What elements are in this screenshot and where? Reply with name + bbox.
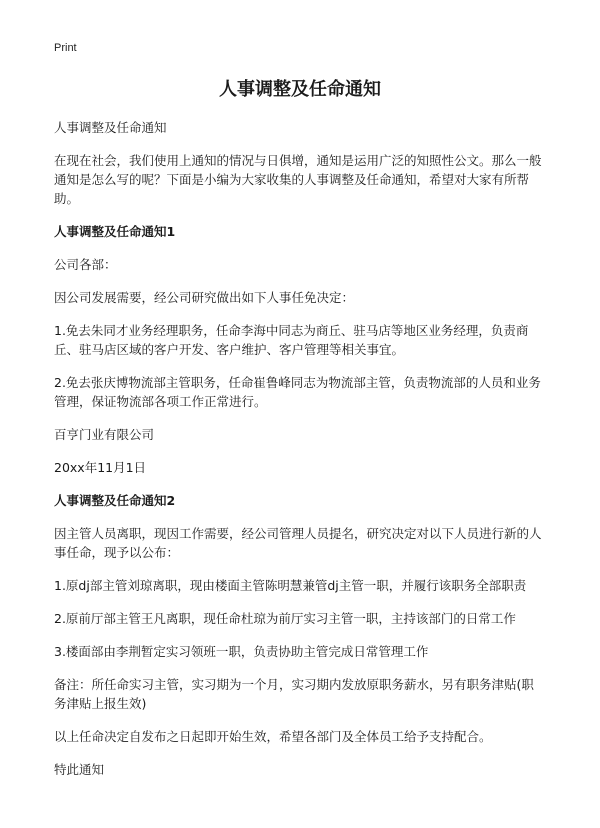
document-subtitle: 人事调整及任命通知 <box>54 120 167 135</box>
section-1-heading: 人事调整及任命通知1 <box>54 224 176 239</box>
section-2-note: 备注：所任命实习主管，实习期为一个月，实习期内发放原职务薪水，另有职务津贴(职务津贴上报生效) <box>54 677 534 711</box>
section-2-closing: 特此通知 <box>54 762 105 777</box>
section-2-paragraph: 因主管人员离职，现因工作需要，经公司管理人员提名，研究决定对以下人员进行新的人事任命，现予以公布： <box>54 526 542 560</box>
intro-paragraph: 在现在社会，我们使用上通知的情况与日俱增，通知是运用广泛的知照性公文。那么一般通知是怎么写的呢？下面是小编为大家收集的人事调整及任命通知，希望对大家有所帮助。 <box>54 153 542 206</box>
section-2-heading: 人事调整及任命通知2 <box>54 493 176 508</box>
section-2-effective: 以上任命决定自发布之日起即开始生效，希望各部门及全体员工给予支持配合。 <box>54 729 492 744</box>
section-1-date: 20xx年11月1日 <box>54 460 147 475</box>
section-1-item-2: 2.免去张庆博物流部主管职务，任命崔鲁峰同志为物流部主管，负责物流部的人员和业务管理，保证物流部各项工作正常进行。 <box>54 375 541 409</box>
section-1-paragraph: 因公司发展需要，经公司研究做出如下人事任免决定： <box>54 290 355 305</box>
section-1-salutation: 公司各部： <box>54 257 117 272</box>
section-2-item-1: 1.原dj部主管刘琼离职，现由楼面主管陈明慧兼管dj主管一职，并履行该职务全部职责 <box>54 578 527 593</box>
section-2-item-3: 3.楼面部由李荆暂定实习领班一职，负责协助主管完成日常管理工作 <box>54 644 429 659</box>
print-link[interactable]: Print <box>54 42 77 54</box>
section-1-item-1: 1.免去朱同才业务经理职务，任命李海中同志为商丘、驻马店等地区业务经理，负责商丘、驻马店区域的客户开发、客户维护、客户管理等相关事宜。 <box>54 323 529 357</box>
document-title: 人事调整及任命通知 <box>219 79 381 100</box>
section-1-company-name: 百亨门业有限公司 <box>54 427 155 442</box>
section-2-item-2: 2.原前厅部主管王凡离职，现任命杜琼为前厅实习主管一职，主持该部门的日常工作 <box>54 611 516 626</box>
